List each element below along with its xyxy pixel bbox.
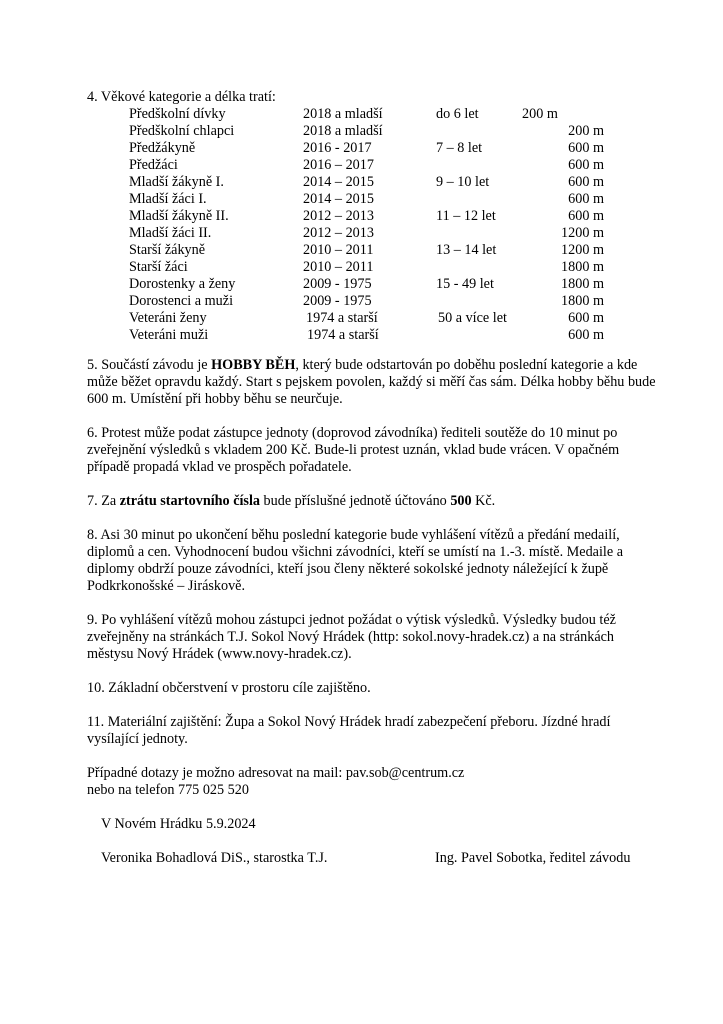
category-name: Veteráni ženy bbox=[129, 310, 207, 326]
category-distance: 600 m bbox=[568, 208, 604, 224]
category-birth-years: 2016 – 2017 bbox=[303, 157, 374, 173]
category-row bbox=[0, 191, 723, 208]
category-distance: 600 m bbox=[568, 191, 604, 207]
category-age: do 6 let bbox=[436, 106, 479, 122]
section5-text-post: , který bude odstartován po doběhu poslední kategorie a kde může běžet opravdu každý. Start s pejskem povolen, každý si měří čas sám. Délka hobby běhu bude 600 m. Umístění při hobby běhu se neurčuje. bbox=[87, 357, 656, 407]
category-row bbox=[0, 293, 723, 310]
category-age: 9 – 10 let bbox=[436, 174, 490, 190]
category-age: 15 - 49 let bbox=[436, 276, 494, 292]
category-age: 7 – 8 let bbox=[436, 140, 483, 156]
place-and-date: V Novém Hrádku 5.9.2024 bbox=[101, 816, 256, 832]
section7-text-mid: bude příslušné jednotě účtováno bbox=[260, 493, 451, 509]
category-distance: 200 m bbox=[522, 106, 558, 122]
category-name: Mladší žáci II. bbox=[129, 225, 212, 241]
category-name: Mladší žákyně II. bbox=[129, 208, 229, 224]
category-distance: 1800 m bbox=[561, 276, 604, 292]
category-row bbox=[0, 208, 723, 225]
category-distance: 1800 m bbox=[561, 259, 604, 275]
category-birth-years: 2012 – 2013 bbox=[303, 208, 374, 224]
category-age: 13 – 14 let bbox=[436, 242, 497, 258]
category-birth-years: 1974 a starší bbox=[307, 327, 379, 343]
category-row bbox=[0, 123, 723, 140]
category-name: Předžákyně bbox=[129, 140, 196, 156]
section4-heading: 4. Věkové kategorie a délka tratí: bbox=[87, 89, 276, 105]
category-row bbox=[0, 310, 723, 327]
category-age: 11 – 12 let bbox=[436, 208, 496, 224]
category-birth-years: 2009 - 1975 bbox=[303, 276, 372, 292]
signature-right: Ing. Pavel Sobotka, ředitel závodu bbox=[435, 850, 631, 866]
section5-text-pre: 5. Součástí závodu je bbox=[87, 357, 212, 373]
category-distance: 600 m bbox=[568, 174, 604, 190]
section8-paragraph: 8. Asi 30 minut po ukončení běhu poslední kategorie bude vyhlášení vítězů a předání medailí, diplomů a cen. Vyhodnocení budou všichni závodníci, kteří se umístí na 1.-3. místě. Medaile a diplomy obdrží pouze závodníci, kteří jsou členy některé sokolské jednoty náležející k župě Podkrkonošské – Jiráskově. bbox=[87, 527, 623, 594]
category-distance: 200 m bbox=[568, 123, 604, 139]
section11-paragraph: 11. Materiální zajištění: Župa a Sokol Nový Hrádek hradí zabezpečení přeboru. Jízdné hradí vysílající jednoty. bbox=[87, 714, 611, 747]
category-birth-years: 2018 a mladší bbox=[303, 123, 383, 139]
category-name: Mladší žákyně I. bbox=[129, 174, 224, 190]
category-distance: 600 m bbox=[568, 327, 604, 343]
category-birth-years: 2012 – 2013 bbox=[303, 225, 374, 241]
category-row bbox=[0, 174, 723, 191]
category-name: Starší žáci bbox=[129, 259, 188, 275]
category-row bbox=[0, 140, 723, 157]
section7-bold-amount: 500 bbox=[450, 493, 472, 509]
contact-phone-line: nebo na telefon 775 025 520 bbox=[87, 782, 249, 798]
category-row bbox=[0, 327, 723, 344]
category-name: Starší žákyně bbox=[129, 242, 206, 258]
category-name: Předžáci bbox=[129, 157, 178, 173]
category-birth-years: 2014 – 2015 bbox=[303, 174, 374, 190]
category-name: Dorostenci a muži bbox=[129, 293, 234, 309]
section10-paragraph: 10. Základní občerstvení v prostoru cíle zajištěno. bbox=[87, 680, 371, 696]
section5-bold-hobby: HOBBY BĚH bbox=[211, 357, 296, 373]
category-name: Předškolní chlapci bbox=[129, 123, 235, 139]
category-name: Veteráni muži bbox=[129, 327, 209, 343]
section7-text-pre: 7. Za bbox=[87, 493, 120, 509]
category-birth-years: 2016 - 2017 bbox=[303, 140, 372, 156]
section6-paragraph: 6. Protest může podat zástupce jednoty (doprovod závodníka) řediteli soutěže do 10 minut po zveřejnění výsledků s vkladem 200 Kč. Bude-li protest uznán, vklad bude vrácen. V opačném případě propadá vklad ve prospěch pořadatele. bbox=[87, 425, 620, 475]
category-distance: 600 m bbox=[568, 310, 604, 326]
signature-left: Veronika Bohadlová DiS., starostka T.J. bbox=[101, 850, 328, 866]
category-distance: 1200 m bbox=[561, 225, 604, 241]
section7-text-post: Kč. bbox=[471, 493, 496, 509]
section7-paragraph bbox=[87, 493, 657, 510]
contact-email-line: Případné dotazy je možno adresovat na mail: pav.sob@centrum.cz bbox=[87, 765, 465, 781]
category-distance: 1200 m bbox=[561, 242, 604, 258]
category-name: Mladší žáci I. bbox=[129, 191, 207, 207]
category-birth-years: 2014 – 2015 bbox=[303, 191, 374, 207]
category-row bbox=[0, 242, 723, 259]
category-distance: 600 m bbox=[568, 140, 604, 156]
category-row bbox=[0, 157, 723, 174]
section9-paragraph: 9. Po vyhlášení vítězů mohou zástupci jednot požádat o výtisk výsledků. Výsledky budou též zveřejněny na stránkách T.J. Sokol Nový Hrádek (http: sokol.novy-hradek.cz) a na stránkách městysu Nový Hrádek (www.novy-hradek.cz). bbox=[87, 612, 616, 662]
category-row bbox=[0, 225, 723, 242]
category-age: 50 a více let bbox=[438, 310, 507, 326]
category-distance: 600 m bbox=[568, 157, 604, 173]
section7-bold-lost-number: ztrátu startovního čísla bbox=[119, 493, 260, 509]
category-birth-years: 2010 – 2011 bbox=[303, 259, 374, 275]
category-birth-years: 1974 a starší bbox=[306, 310, 378, 326]
section5-paragraph bbox=[87, 357, 657, 408]
category-birth-years: 2009 - 1975 bbox=[303, 293, 372, 309]
category-name: Dorostenky a ženy bbox=[129, 276, 236, 292]
category-row bbox=[0, 276, 723, 293]
category-birth-years: 2018 a mladší bbox=[303, 106, 383, 122]
category-distance: 1800 m bbox=[561, 293, 604, 309]
category-name: Předškolní dívky bbox=[129, 106, 226, 122]
category-birth-years: 2010 – 2011 bbox=[303, 242, 374, 258]
category-row bbox=[0, 259, 723, 276]
category-row bbox=[0, 106, 723, 123]
